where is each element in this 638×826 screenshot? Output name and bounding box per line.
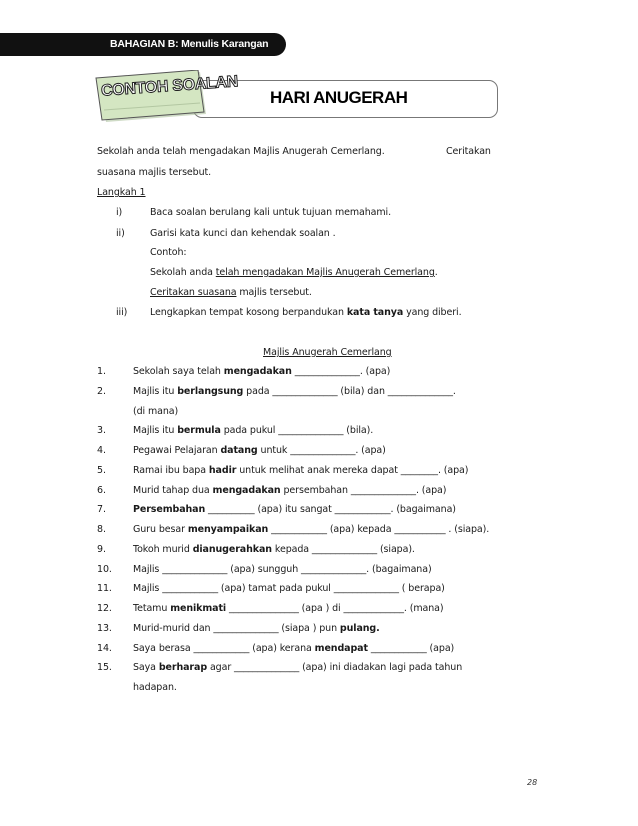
step-keyword: kata tanya [346,307,404,318]
item-text [133,662,462,673]
item-text-part: ____________ (apa) kepada ___________ . (siapa). [268,524,490,535]
item-text [133,366,390,377]
item-text [133,564,432,575]
item-keyword: menyampaikan [187,524,269,535]
item-number: 9. [97,544,106,555]
item-keyword: Persembahan [133,504,206,515]
item-text-part: Ramai ibu bapa [133,465,209,476]
item-keyword: hadir [208,465,237,476]
step-number: iii) [116,307,128,318]
item-text-part: (di mana) [133,406,179,417]
item-number: 7. [97,504,106,515]
item-text-part: Murid-murid dan ______________ (siapa ) pun [133,623,340,634]
item-number: 8. [97,524,106,535]
item-text-part: ______________. (apa) [291,366,391,377]
item-text [133,386,456,397]
item-keyword: menikmati [170,603,227,614]
step-number: ii) [116,228,125,239]
item-text-part: Tokoh murid [133,544,193,555]
item-text [133,603,444,614]
page-title: HARI ANUGERAH [270,88,408,107]
item-text-part: Majlis itu [133,386,178,397]
item-text-part: Tetamu [133,603,171,614]
item-number: 15. [97,662,112,673]
item-number: 1. [97,366,106,377]
item-text-part: Majlis ______________ (apa) sungguh ______________. (bagaimana) [133,564,432,575]
item-keyword: mengadakan [212,485,281,496]
item-text-part: Majlis ____________ (apa) tamat pada pukul ______________ ( berapa) [133,583,445,594]
item-text [133,465,468,476]
item-text [133,524,489,535]
item-text-part: pada ______________ (bila) dan ______________. [243,386,456,397]
step-text: Garisi kata kunci dan kehendak soalan . [150,228,336,239]
item-keyword: pulang. [339,623,380,634]
item-text-part: Majlis itu [133,425,178,436]
item-text-part: persembahan ______________. (apa) [280,485,447,496]
exercise-title: Majlis Anugerah Cemerlang [263,347,392,358]
item-keyword: dianugerahkan [192,544,272,555]
item-text [133,445,386,456]
item-text [133,485,446,496]
item-text-part: kepada ______________ (siapa). [271,544,415,555]
item-keyword: berharap [158,662,208,673]
item-number: 2. [97,386,106,397]
item-text-part: hadapan. [133,682,177,693]
item-keyword: bermula [177,425,221,436]
item-number: 5. [97,465,106,476]
item-text-part: untuk melihat anak mereka dapat ________. (apa) [236,465,469,476]
item-text [133,406,178,417]
item-keyword: mengadakan [223,366,292,377]
step-text [150,307,462,318]
contoh-soalan-badge: CONTOH SOALAN [100,73,239,100]
item-text-part: Pegawai Pelajaran [133,445,221,456]
banner-label: BAHAGIAN B: Menulis Karangan [110,38,269,50]
item-number: 13. [97,623,112,634]
item-number: 10. [97,564,112,575]
item-text-part: Sekolah saya telah [133,366,224,377]
item-keyword: berlangsung [177,386,244,397]
page-number: 28 [527,778,538,787]
example-sentence-2 [150,287,312,298]
item-text [133,583,445,594]
intro-line-1-end: Ceritakan [446,146,491,157]
step-text-part: Lengkapkan tempat kosong berpandukan [150,307,347,318]
item-text-part: Saya [133,662,159,673]
example-text: majlis tersebut. [236,287,312,298]
item-text-part: __________ (apa) itu sangat ____________. (bagaimana) [205,504,456,515]
item-number: 3. [97,425,106,436]
item-number: 11. [97,583,112,594]
item-text-part: agar ______________ (apa) ini diadakan lagi pada tahun [207,662,463,673]
item-text-part: Guru besar [133,524,188,535]
item-number: 4. [97,445,106,456]
intro-line-2: suasana majlis tersebut. [97,167,212,178]
item-keyword: datang [220,445,258,456]
intro-line-1: Sekolah anda telah mengadakan Majlis Anugerah Cemerlang. [97,146,385,157]
example-keyword: telah mengadakan Majlis Anugerah Cemerlang [215,267,435,278]
item-text-part: _______________ (apa ) di _____________. (mana) [226,603,444,614]
step-text-part: yang diberi. [403,307,462,318]
item-text-part: untuk ______________. (apa) [257,445,386,456]
item-text [133,504,456,515]
item-text-part: Saya berasa ____________ (apa) kerana [133,643,315,654]
step-heading: Langkah 1 [97,187,146,198]
item-text [133,643,454,654]
example-sentence-1 [150,267,438,278]
item-text-part: Murid tahap dua [133,485,213,496]
item-number: 14. [97,643,112,654]
example-keyword: Ceritakan suasana [150,287,237,298]
item-text [133,425,373,436]
example-label: Contoh: [150,247,187,258]
item-text [133,623,380,634]
item-text-part: ____________ (apa) [367,643,455,654]
step-text: Baca soalan berulang kali untuk tujuan memahami. [150,207,391,218]
item-text [133,682,177,693]
step-number: i) [116,207,123,218]
example-text: . [434,267,438,278]
item-text [133,544,415,555]
item-text-part: pada pukul ______________ (bila). [220,425,374,436]
item-keyword: mendapat [314,643,368,654]
example-text: Sekolah anda [150,267,216,278]
item-number: 6. [97,485,106,496]
item-number: 12. [97,603,112,614]
